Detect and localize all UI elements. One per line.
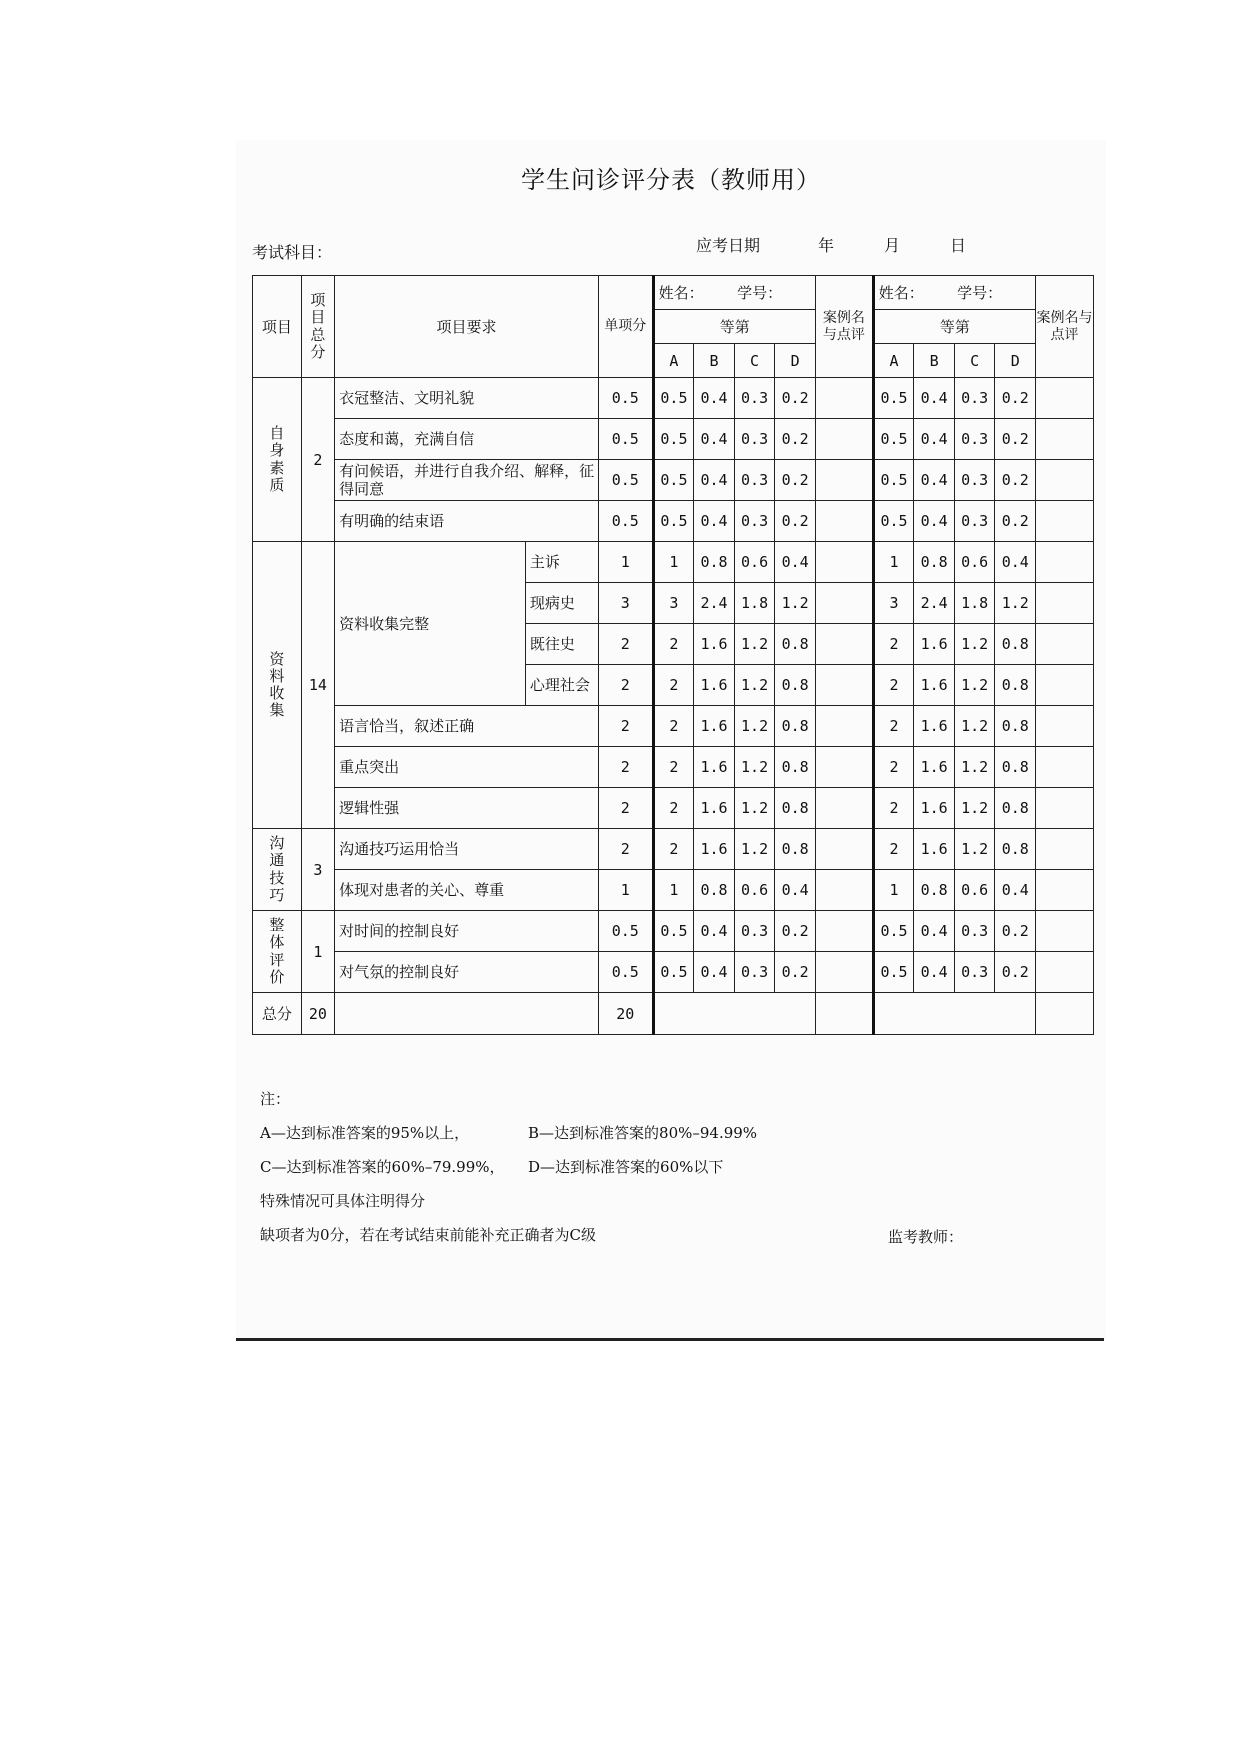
grade-score: 1.6 <box>694 829 735 870</box>
case-comment-cell <box>1036 747 1094 788</box>
case-comment-cell <box>1036 378 1094 419</box>
score-sheet <box>236 140 1106 1340</box>
requirement: 有问候语，并进行自我介绍、解释，征得同意 <box>335 460 599 501</box>
grade-score: 0.2 <box>995 419 1036 460</box>
grade-score: 0.3 <box>734 911 775 952</box>
grade-score: 0.4 <box>995 870 1036 911</box>
grade-score: 1 <box>873 542 914 583</box>
grade-score: 0.3 <box>734 460 775 501</box>
grade-score: 0.3 <box>954 501 995 542</box>
grade-score: 1.6 <box>694 665 735 706</box>
grade-score: 0.3 <box>734 501 775 542</box>
total-points: 20 <box>301 993 334 1035</box>
grade-score: 0.8 <box>775 706 816 747</box>
unit-score: 0.5 <box>598 952 653 993</box>
grade-score: 0.2 <box>775 378 816 419</box>
header-total: 项目总分 <box>301 276 334 378</box>
requirement: 沟通技巧运用恰当 <box>335 829 599 870</box>
day-label: 日 <box>949 236 966 255</box>
table-row <box>253 501 1094 542</box>
unit-score: 2 <box>598 788 653 829</box>
table-row <box>253 542 1094 583</box>
grade-score: 0.8 <box>914 870 955 911</box>
case-comment-cell <box>1036 952 1094 993</box>
student1-total-score <box>653 993 815 1035</box>
grade-score: 2 <box>653 706 694 747</box>
unit-score: 2 <box>598 665 653 706</box>
case-comment-cell <box>1036 788 1094 829</box>
grade-score: 1.6 <box>914 624 955 665</box>
note-grade-d: D—达到标准答案的60%以下 <box>528 1158 724 1176</box>
grade-score: 1.6 <box>694 624 735 665</box>
student2-grade-header: 等第 <box>873 310 1035 344</box>
grade-score: 0.8 <box>914 542 955 583</box>
grade-score: 0.2 <box>995 952 1036 993</box>
unit-score: 2 <box>598 829 653 870</box>
grade-score: 1.6 <box>694 788 735 829</box>
note-grade-a: A—达到标准答案的95%以上， <box>260 1124 470 1142</box>
grade-score: 0.5 <box>873 460 914 501</box>
case-comment-cell <box>815 378 873 419</box>
grade-score: 0.8 <box>775 747 816 788</box>
case-comment-cell <box>1036 501 1094 542</box>
grade-letter: B <box>914 344 955 378</box>
header-item: 项目 <box>253 276 302 378</box>
grade-score: 1.2 <box>734 706 775 747</box>
grade-score: 1.6 <box>694 706 735 747</box>
grade-score: 0.5 <box>653 501 694 542</box>
grade-score: 2 <box>653 747 694 788</box>
grade-score: 0.8 <box>995 747 1036 788</box>
grade-letter: A <box>653 344 694 378</box>
table-row <box>253 952 1094 993</box>
grade-score: 0.8 <box>995 829 1036 870</box>
requirement: 对时间的控制良好 <box>335 911 599 952</box>
case-comment-cell <box>1036 829 1094 870</box>
grade-score: 1.2 <box>734 624 775 665</box>
grade-score: 0.4 <box>995 542 1036 583</box>
grade-score: 0.3 <box>734 952 775 993</box>
grade-score: 0.2 <box>995 460 1036 501</box>
group-name: 自身素质 <box>253 378 302 542</box>
grade-score: 0.2 <box>775 911 816 952</box>
requirement-merged: 资料收集完整 <box>335 542 526 706</box>
case-comment-cell <box>815 460 873 501</box>
note-special: 特殊情况可具体注明得分 <box>260 1192 426 1210</box>
unit-score: 0.5 <box>598 460 653 501</box>
grade-score: 1.2 <box>734 788 775 829</box>
case-comment-cell <box>1036 665 1094 706</box>
grade-score: 1 <box>653 870 694 911</box>
requirement: 逻辑性强 <box>335 788 599 829</box>
grade-score: 0.5 <box>653 460 694 501</box>
grade-score: 1.2 <box>954 706 995 747</box>
table-row <box>253 870 1094 911</box>
group-total: 2 <box>301 378 334 542</box>
grade-score: 0.4 <box>914 952 955 993</box>
bottom-divider <box>236 1338 1104 1341</box>
case-comment-cell <box>1036 419 1094 460</box>
requirement: 衣冠整洁、文明礼貌 <box>335 378 599 419</box>
grade-letter: D <box>775 344 816 378</box>
grade-score: 2 <box>653 665 694 706</box>
grade-score: 1.6 <box>914 747 955 788</box>
grade-score: 0.8 <box>775 788 816 829</box>
requirement: 体现对患者的关心、尊重 <box>335 870 599 911</box>
grade-score: 0.8 <box>775 624 816 665</box>
requirement: 态度和蔼，充满自信 <box>335 419 599 460</box>
grade-score: 0.3 <box>954 911 995 952</box>
total-blank <box>335 993 599 1035</box>
grade-score: 0.4 <box>694 952 735 993</box>
grade-score: 3 <box>873 583 914 624</box>
case-comment-cell <box>1036 706 1094 747</box>
score-table <box>252 275 1094 1035</box>
grade-score: 0.5 <box>653 378 694 419</box>
grade-score: 2 <box>653 829 694 870</box>
student1-grade-header: 等第 <box>653 310 815 344</box>
grade-score: 1.8 <box>734 583 775 624</box>
note-missing: 缺项者为0分，若在考试结束前能补充正确者为C级 <box>260 1226 597 1244</box>
grade-score: 1.2 <box>954 829 995 870</box>
unit-score: 0.5 <box>598 378 653 419</box>
grade-score: 0.5 <box>873 501 914 542</box>
grade-score: 0.6 <box>954 542 995 583</box>
student1-case-comment-header: 案例名与点评 <box>815 276 873 378</box>
note-grade-c: C—达到标准答案的60%–79.99%， <box>260 1158 505 1176</box>
grade-score: 0.3 <box>734 419 775 460</box>
grade-score: 0.6 <box>734 870 775 911</box>
grade-score: 0.8 <box>694 870 735 911</box>
exam-date <box>696 233 966 256</box>
requirement: 重点突出 <box>335 747 599 788</box>
grade-score: 0.8 <box>995 624 1036 665</box>
grade-score: 1.2 <box>995 583 1036 624</box>
grade-score: 0.5 <box>873 378 914 419</box>
grade-score: 1 <box>873 870 914 911</box>
invigilator-signature-label: 监考教师： <box>888 1228 964 1246</box>
grade-score: 2 <box>873 665 914 706</box>
grade-score: 2 <box>873 706 914 747</box>
notes-label: 注： <box>260 1090 291 1108</box>
grade-score: 1.2 <box>954 747 995 788</box>
grade-score: 0.4 <box>694 911 735 952</box>
header-unit-score: 单项分 <box>598 276 653 378</box>
grade-score: 0.4 <box>775 870 816 911</box>
case-comment-cell <box>1036 542 1094 583</box>
grade-score: 0.5 <box>873 911 914 952</box>
grade-score: 0.3 <box>954 952 995 993</box>
grade-score: 0.2 <box>775 952 816 993</box>
sub-requirement: 现病史 <box>525 583 598 624</box>
grade-score: 0.8 <box>995 788 1036 829</box>
grade-score: 0.4 <box>694 378 735 419</box>
student2-name-id: 姓名： 学号： <box>873 276 1035 310</box>
grade-score: 1.6 <box>914 665 955 706</box>
student2-total-score <box>873 993 1035 1035</box>
grade-score: 0.8 <box>995 665 1036 706</box>
grade-score: 0.4 <box>775 542 816 583</box>
table-row <box>253 419 1094 460</box>
unit-score: 2 <box>598 624 653 665</box>
grade-letter: B <box>694 344 735 378</box>
grade-score: 1.2 <box>734 829 775 870</box>
grade-letter: C <box>734 344 775 378</box>
sub-requirement: 心理社会 <box>525 665 598 706</box>
grade-score: 0.3 <box>954 378 995 419</box>
grade-score: 0.2 <box>775 501 816 542</box>
grade-score: 1.2 <box>954 665 995 706</box>
unit-score: 0.5 <box>598 911 653 952</box>
case-comment-cell <box>815 624 873 665</box>
group-total: 1 <box>301 911 334 993</box>
unit-score: 2 <box>598 706 653 747</box>
grade-score: 2 <box>873 829 914 870</box>
unit-score: 3 <box>598 583 653 624</box>
grade-score: 0.5 <box>653 419 694 460</box>
unit-score: 0.5 <box>598 419 653 460</box>
table-row <box>253 788 1094 829</box>
total-row <box>253 993 1094 1035</box>
month-label: 月 <box>883 236 900 255</box>
table-row <box>253 829 1094 870</box>
grade-score: 0.4 <box>914 460 955 501</box>
requirement: 对气氛的控制良好 <box>335 952 599 993</box>
grade-score: 0.8 <box>775 665 816 706</box>
grade-score: 0.2 <box>775 460 816 501</box>
student1-total-comment <box>815 993 873 1035</box>
group-total: 3 <box>301 829 334 911</box>
grade-score: 2 <box>873 747 914 788</box>
case-comment-cell <box>815 501 873 542</box>
grade-score: 0.8 <box>775 829 816 870</box>
case-comment-cell <box>815 829 873 870</box>
grade-score: 2.4 <box>914 583 955 624</box>
group-name: 沟通技巧 <box>253 829 302 911</box>
case-comment-cell <box>815 542 873 583</box>
table-row <box>253 460 1094 501</box>
grade-score: 1.2 <box>954 624 995 665</box>
grade-score: 1.6 <box>914 829 955 870</box>
exam-date-label: 应考日期 <box>695 236 760 255</box>
table-row <box>253 378 1094 419</box>
grade-score: 0.5 <box>873 952 914 993</box>
grade-letter: D <box>995 344 1036 378</box>
unit-score: 2 <box>598 747 653 788</box>
case-comment-cell <box>815 665 873 706</box>
grade-score: 0.2 <box>995 378 1036 419</box>
case-comment-cell <box>1036 583 1094 624</box>
requirement: 语言恰当，叙述正确 <box>335 706 599 747</box>
grade-score: 2.4 <box>694 583 735 624</box>
grade-letter: A <box>873 344 914 378</box>
grade-score: 1.8 <box>954 583 995 624</box>
grade-score: 2 <box>653 788 694 829</box>
grade-score: 0.4 <box>694 501 735 542</box>
grade-score: 1.6 <box>914 788 955 829</box>
grade-score: 1.2 <box>775 583 816 624</box>
grade-score: 0.4 <box>914 378 955 419</box>
case-comment-cell <box>815 747 873 788</box>
grade-score: 3 <box>653 583 694 624</box>
student2-case-comment-header: 案例名与点评 <box>1036 276 1094 378</box>
case-comment-cell <box>1036 460 1094 501</box>
grade-score: 0.6 <box>734 542 775 583</box>
grade-score: 1.2 <box>734 747 775 788</box>
case-comment-cell <box>815 583 873 624</box>
grade-score: 0.6 <box>954 870 995 911</box>
grade-score: 0.3 <box>954 460 995 501</box>
grade-score: 0.4 <box>914 419 955 460</box>
grade-score: 2 <box>873 624 914 665</box>
grade-score: 0.2 <box>775 419 816 460</box>
group-name: 整体评价 <box>253 911 302 993</box>
grade-score: 0.3 <box>734 378 775 419</box>
case-comment-cell <box>815 419 873 460</box>
grade-score: 1.6 <box>694 747 735 788</box>
grade-score: 0.4 <box>694 419 735 460</box>
case-comment-cell <box>815 952 873 993</box>
case-comment-cell <box>815 870 873 911</box>
case-comment-cell <box>815 706 873 747</box>
student2-total-comment <box>1036 993 1094 1035</box>
header-requirement: 项目要求 <box>335 276 599 378</box>
grade-score: 0.3 <box>954 419 995 460</box>
grade-score: 2 <box>873 788 914 829</box>
unit-score: 1 <box>598 542 653 583</box>
grade-score: 0.2 <box>995 911 1036 952</box>
student1-name-id: 姓名： 学号： <box>653 276 815 310</box>
grade-score: 1.6 <box>914 706 955 747</box>
total-unit-score: 20 <box>598 993 653 1035</box>
year-label: 年 <box>817 236 834 255</box>
grade-score: 0.8 <box>995 706 1036 747</box>
group-name: 资料收集 <box>253 542 302 829</box>
case-comment-cell <box>815 911 873 952</box>
grade-score: 1 <box>653 542 694 583</box>
note-grade-b: B—达到标准答案的80%–94.99% <box>528 1124 758 1142</box>
sub-requirement: 既往史 <box>525 624 598 665</box>
grade-score: 0.5 <box>873 419 914 460</box>
table-row <box>253 706 1094 747</box>
grade-score: 0.5 <box>653 952 694 993</box>
grade-score: 0.4 <box>694 460 735 501</box>
grade-score: 2 <box>653 624 694 665</box>
grade-letter: C <box>954 344 995 378</box>
grade-score: 1.2 <box>954 788 995 829</box>
unit-score: 0.5 <box>598 501 653 542</box>
grade-score: 0.8 <box>694 542 735 583</box>
grade-score: 1.2 <box>734 665 775 706</box>
case-comment-cell <box>1036 870 1094 911</box>
case-comment-cell <box>1036 911 1094 952</box>
case-comment-cell <box>815 788 873 829</box>
table-row <box>253 747 1094 788</box>
page-title: 学生问诊评分表（教师用） <box>521 166 821 194</box>
grade-score: 0.4 <box>914 501 955 542</box>
unit-score: 1 <box>598 870 653 911</box>
case-comment-cell <box>1036 624 1094 665</box>
grade-score: 0.4 <box>914 911 955 952</box>
grade-score: 0.2 <box>995 501 1036 542</box>
sub-requirement: 主诉 <box>525 542 598 583</box>
grade-score: 0.5 <box>653 911 694 952</box>
requirement: 有明确的结束语 <box>335 501 599 542</box>
exam-subject-label: 考试科目： <box>252 243 333 262</box>
group-total: 14 <box>301 542 334 829</box>
total-label: 总分 <box>253 993 302 1035</box>
table-row <box>253 911 1094 952</box>
